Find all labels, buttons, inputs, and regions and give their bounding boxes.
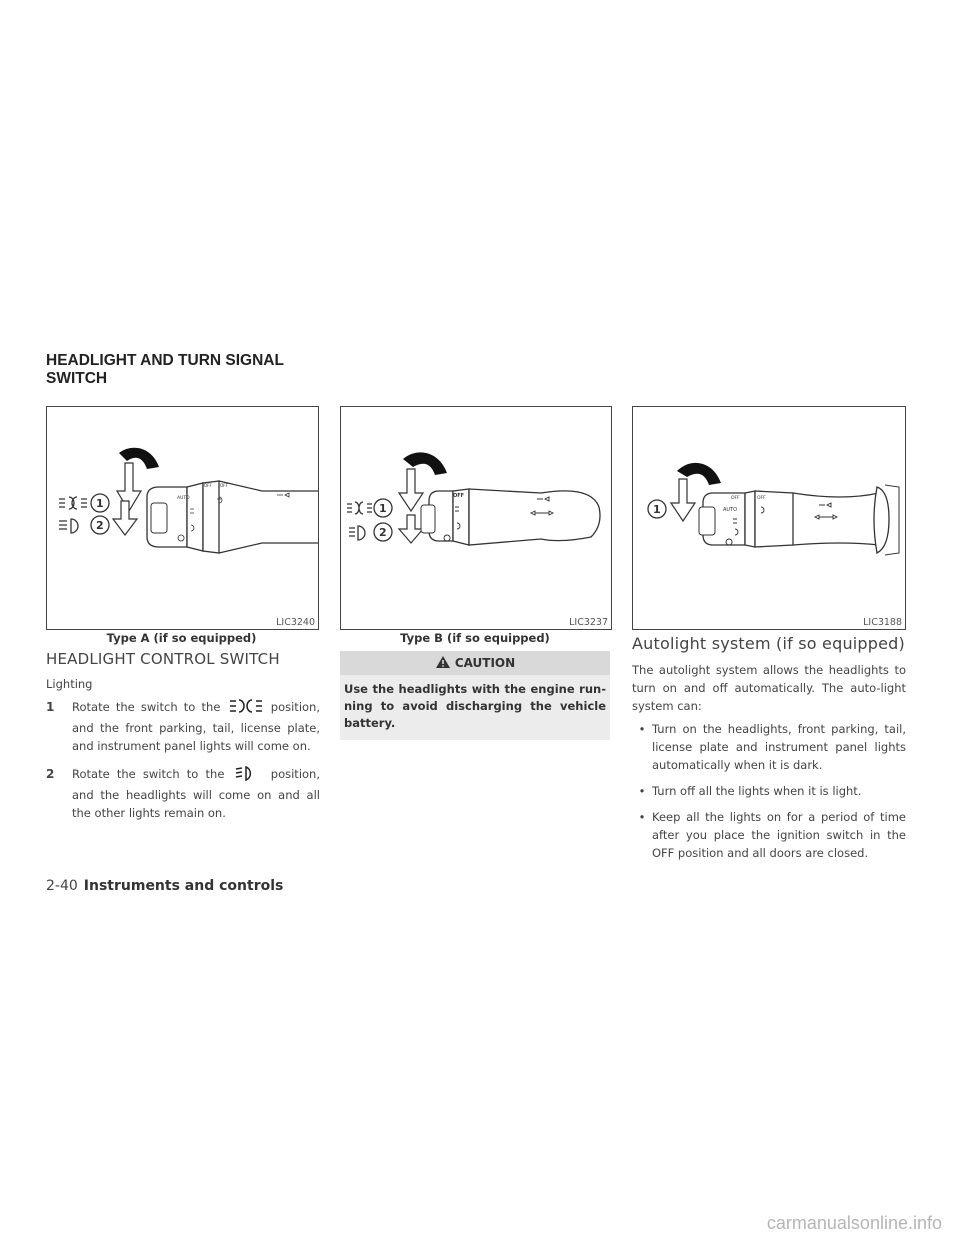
svg-text:2: 2 [379, 526, 387, 539]
autolight-intro: The autolight system allows the headlights to turn on and off automatically. The auto-light system can: [632, 663, 906, 713]
autolight-title: Autolight system (if so equipped) [632, 634, 905, 653]
off-label-1: OFF [731, 496, 740, 501]
page-footer [46, 878, 283, 894]
headlight-icon [233, 765, 263, 786]
svg-text:1: 1 [653, 503, 661, 516]
figure-code: LIC3188 [863, 617, 902, 628]
off-label-1: OFF [204, 483, 212, 488]
caution-header [340, 651, 610, 675]
list-item: • Turn on the headlights, front parking, tail, license plate and instrument panel lights automatically when it is dark. [638, 722, 906, 772]
step-text-before: Rotate the switch to the [72, 767, 225, 781]
figure-type-a [46, 406, 319, 630]
svg-text:1: 1 [96, 497, 104, 510]
list-item: • Turn off all the lights when it is light. [638, 784, 862, 798]
section-title: HEADLIGHT AND TURN SIGNAL SWITCH [46, 352, 284, 387]
figure-code: LIC3240 [276, 617, 315, 628]
figure-caption: Type A (if so equipped) [106, 631, 257, 645]
headlight-control-title: HEADLIGHT CONTROL SWITCH [46, 650, 280, 668]
step-text-before: Rotate the switch to the [72, 700, 221, 714]
step-2 [46, 765, 320, 822]
svg-text:1: 1 [379, 502, 387, 515]
step-text-after: position, [270, 767, 320, 781]
watermark: carmanualsonline.info [766, 1213, 942, 1233]
caution-label: CAUTION [454, 656, 516, 670]
figure-caption: Type B (if so equipped) [400, 631, 550, 645]
switch-illustration [633, 407, 905, 629]
off-label-2: OFF [220, 483, 228, 488]
switch-illustration [341, 407, 611, 629]
off-label-2: OFF [757, 496, 766, 501]
auto-label: AUTO [723, 507, 738, 513]
step-text-rest: and the front parking, tail, license plate, and instrument panel lights will come on. [72, 721, 320, 753]
auto-label: AUTO [177, 496, 190, 501]
page-number: 2-40 [46, 878, 78, 894]
off-label-1: OFF [453, 493, 465, 499]
list-item: • Keep all the lights on for a period of time after you place the ignition switch in the OFF position and all doors are closed. [638, 810, 906, 860]
figure-type-b [340, 406, 612, 630]
step-1 [46, 698, 320, 755]
step-text-rest: and the headlights will come on and all the other lights remain on. [72, 788, 320, 820]
parking-lights-icon [228, 698, 264, 719]
caution-text: Use the headlights with the engine run-ning to avoid discharging the vehicle battery. [340, 675, 610, 740]
figure-code: LIC3237 [569, 617, 608, 628]
step-text-after: position, [270, 700, 320, 714]
lighting-subtitle: Lighting [46, 677, 93, 691]
svg-text:2: 2 [96, 519, 104, 532]
switch-illustration [47, 407, 318, 629]
caution-box [340, 651, 610, 740]
step-number: 1 [46, 700, 55, 714]
chapter-title: Instruments and controls [83, 878, 284, 894]
figure-autolight [632, 406, 906, 630]
step-list [46, 698, 320, 822]
warning-icon [435, 655, 451, 672]
autolight-bullets [632, 720, 906, 870]
step-number: 2 [46, 767, 55, 781]
